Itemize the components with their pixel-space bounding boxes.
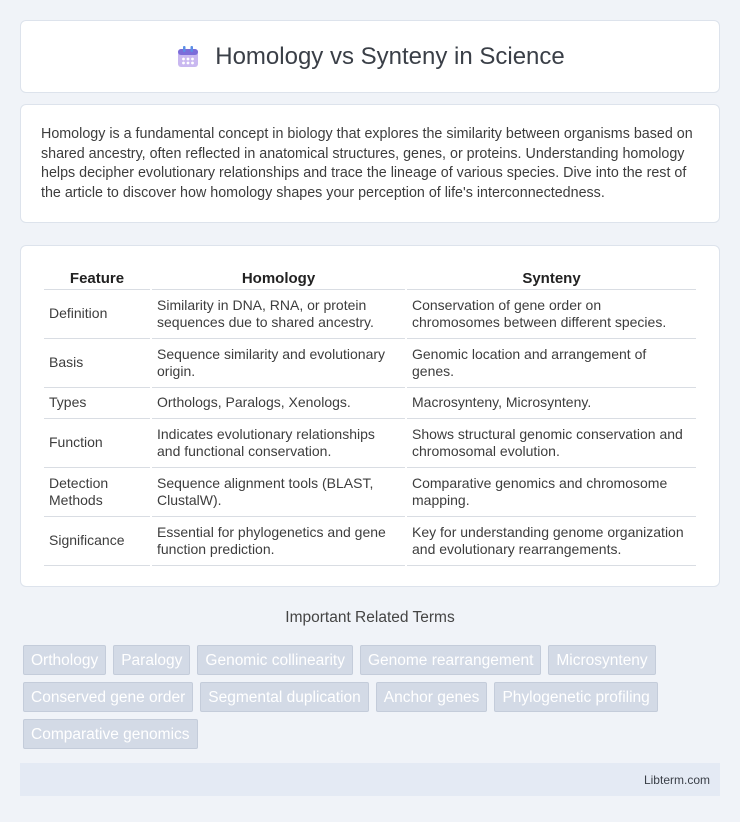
table-row: [44, 339, 696, 388]
feature-cell: Types: [44, 388, 150, 419]
feature-cell: Basis: [44, 339, 150, 388]
feature-cell: Function: [44, 419, 150, 468]
intro-card: [20, 104, 720, 223]
related-terms-title: Important Related Terms: [285, 609, 455, 626]
page-title: Homology vs Synteny in Science: [215, 42, 565, 70]
tag-conserved-gene-order[interactable]: Conserved gene order: [23, 682, 193, 712]
homology-cell: Orthologs, Paralogs, Xenologs.: [152, 388, 405, 419]
tag-phylogenetic-profiling[interactable]: Phylogenetic profiling: [494, 682, 657, 712]
table-row: [44, 290, 696, 339]
title-card: [20, 20, 720, 93]
tag-microsynteny[interactable]: Microsynteny: [548, 645, 655, 675]
tag-comparative-genomics[interactable]: Comparative genomics: [23, 719, 198, 749]
tag-anchor-genes[interactable]: Anchor genes: [376, 682, 488, 712]
synteny-cell: Conservation of gene order on chromosomes between different species.: [407, 290, 696, 339]
table-row: [44, 517, 696, 566]
related-terms-list: [20, 645, 720, 749]
synteny-cell: Key for understanding genome organization and evolutionary rearrangements.: [407, 517, 696, 566]
homology-cell: Sequence similarity and evolutionary origin.: [152, 339, 405, 388]
intro-paragraph: Homology is a fundamental concept in biology that explores the similarity between organisms based on shared ancestry, often reflected in anatomical structures, genes, or proteins. Understanding homology helps decipher evolutionary relationships and trace the lineage of various species. Dive into the rest of the article to discover how homology shapes your perception of life's interconnectedness.: [41, 126, 693, 201]
column-header-synteny: Synteny: [407, 266, 696, 290]
feature-cell: Detection Methods: [44, 468, 150, 517]
footer: [20, 763, 720, 796]
footer-site-link[interactable]: Libterm.com: [643, 772, 710, 787]
synteny-cell: Comparative genomics and chromosome mapping.: [407, 468, 696, 517]
homology-cell: Similarity in DNA, RNA, or protein sequences due to shared ancestry.: [152, 290, 405, 339]
comparison-table: [42, 266, 698, 566]
calendar-icon: [175, 44, 201, 70]
tag-segmental-duplication[interactable]: Segmental duplication: [200, 682, 369, 712]
tag-paralogy[interactable]: Paralogy: [113, 645, 190, 675]
synteny-cell: Macrosynteny, Microsynteny.: [407, 388, 696, 419]
table-header-row: [44, 266, 696, 290]
homology-cell: Essential for phylogenetics and gene function prediction.: [152, 517, 405, 566]
feature-cell: Definition: [44, 290, 150, 339]
homology-cell: Sequence alignment tools (BLAST, ClustalW).: [152, 468, 405, 517]
tag-orthology[interactable]: Orthology: [23, 645, 106, 675]
feature-cell: Significance: [44, 517, 150, 566]
table-row: [44, 388, 696, 419]
comparison-card: [20, 245, 720, 587]
synteny-cell: Shows structural genomic conservation and chromosomal evolution.: [407, 419, 696, 468]
synteny-cell: Genomic location and arrangement of genes.: [407, 339, 696, 388]
tag-genome-rearrangement[interactable]: Genome rearrangement: [360, 645, 541, 675]
table-row: [44, 468, 696, 517]
tag-genomic-collinearity[interactable]: Genomic collinearity: [197, 645, 353, 675]
column-header-homology: Homology: [152, 266, 405, 290]
table-row: [44, 419, 696, 468]
column-header-feature: Feature: [44, 266, 150, 290]
homology-cell: Indicates evolutionary relationships and functional conservation.: [152, 419, 405, 468]
